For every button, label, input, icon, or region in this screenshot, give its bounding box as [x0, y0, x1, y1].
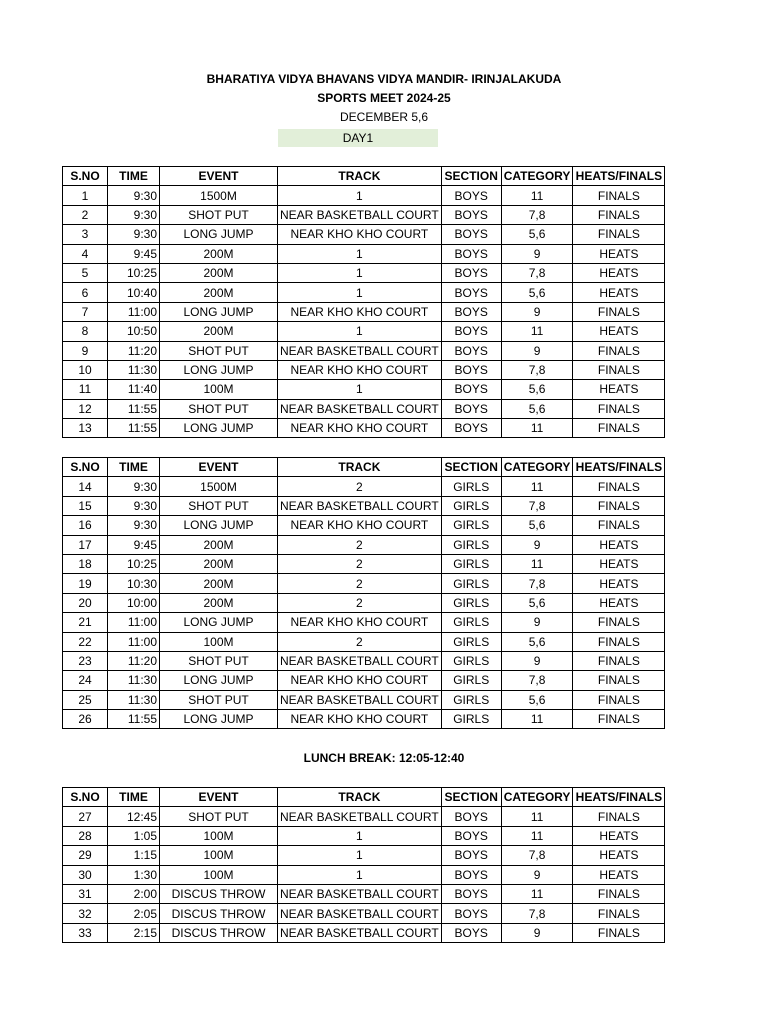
time-cell: 9:45 — [108, 244, 160, 263]
event-cell: LONG JUMP — [160, 225, 278, 244]
table-row — [63, 380, 665, 399]
track-cell: NEAR KHO KHO COURT — [278, 302, 442, 321]
column-header: EVENT — [160, 788, 278, 807]
schedule-table-girls-morning — [62, 457, 665, 729]
event-cell: 100M — [160, 380, 278, 399]
table-row — [63, 690, 665, 709]
section-cell: BOYS — [441, 322, 501, 341]
section-cell: BOYS — [441, 225, 501, 244]
track-cell: 2 — [278, 632, 442, 651]
time-cell: 9:45 — [108, 535, 160, 554]
table-row — [63, 651, 665, 670]
event-cell: 200M — [160, 593, 278, 612]
category-cell: 11 — [501, 710, 573, 729]
sno-cell: 27 — [63, 807, 108, 826]
sno-cell: 13 — [63, 419, 108, 438]
event-cell: SHOT PUT — [160, 807, 278, 826]
track-cell: 2 — [278, 477, 442, 496]
sno-cell: 17 — [63, 535, 108, 554]
sno-cell: 9 — [63, 341, 108, 360]
column-header: TRACK — [278, 167, 442, 186]
event-cell: DISCUS THROW — [160, 884, 278, 903]
heats-finals-cell: HEATS — [573, 535, 665, 554]
section-cell: GIRLS — [441, 671, 501, 690]
section-cell: GIRLS — [441, 593, 501, 612]
heats-finals-cell: FINALS — [573, 923, 665, 942]
track-cell: 2 — [278, 593, 442, 612]
section-cell: GIRLS — [441, 710, 501, 729]
section-cell: GIRLS — [441, 574, 501, 593]
sno-cell: 31 — [63, 884, 108, 903]
table-row — [63, 710, 665, 729]
column-header: EVENT — [160, 458, 278, 477]
category-cell: 9 — [501, 923, 573, 942]
section-cell: BOYS — [441, 360, 501, 379]
sno-cell: 29 — [63, 846, 108, 865]
category-cell: 5,6 — [501, 690, 573, 709]
table-row — [63, 807, 665, 826]
track-cell: NEAR KHO KHO COURT — [278, 225, 442, 244]
heats-finals-cell: HEATS — [573, 826, 665, 845]
table-row — [63, 923, 665, 942]
heats-finals-cell: FINALS — [573, 399, 665, 418]
track-cell: NEAR KHO KHO COURT — [278, 419, 442, 438]
time-cell: 10:30 — [108, 574, 160, 593]
time-cell: 10:25 — [108, 554, 160, 573]
section-cell: BOYS — [441, 399, 501, 418]
category-cell: 5,6 — [501, 283, 573, 302]
column-header: S.NO — [63, 788, 108, 807]
track-cell: 1 — [278, 380, 442, 399]
column-header: TRACK — [278, 458, 442, 477]
table-header-row — [63, 788, 665, 807]
table-row — [63, 477, 665, 496]
track-cell: 1 — [278, 846, 442, 865]
track-cell: 1 — [278, 322, 442, 341]
category-cell: 7,8 — [501, 496, 573, 515]
table-row — [63, 322, 665, 341]
sno-cell: 33 — [63, 923, 108, 942]
day-label: DAY1 — [278, 129, 438, 147]
track-cell: NEAR KHO KHO COURT — [278, 710, 442, 729]
sno-cell: 12 — [63, 399, 108, 418]
category-cell: 9 — [501, 341, 573, 360]
heats-finals-cell: FINALS — [573, 186, 665, 205]
heats-finals-cell: HEATS — [573, 593, 665, 612]
table-row — [63, 399, 665, 418]
sno-cell: 22 — [63, 632, 108, 651]
time-cell: 11:00 — [108, 302, 160, 321]
time-cell: 9:30 — [108, 186, 160, 205]
sno-cell: 8 — [63, 322, 108, 341]
event-cell: 1500M — [160, 477, 278, 496]
sno-cell: 19 — [63, 574, 108, 593]
time-cell: 10:40 — [108, 283, 160, 302]
column-header: HEATS/FINALS — [573, 458, 665, 477]
section-cell: BOYS — [441, 341, 501, 360]
track-cell: NEAR BASKETBALL COURT — [278, 496, 442, 515]
schedule-table-boys-morning — [62, 166, 665, 438]
column-header: SECTION — [441, 458, 501, 477]
sno-cell: 26 — [63, 710, 108, 729]
sno-cell: 23 — [63, 651, 108, 670]
table-row — [63, 244, 665, 263]
table-row — [63, 283, 665, 302]
heats-finals-cell: FINALS — [573, 671, 665, 690]
event-cell: SHOT PUT — [160, 690, 278, 709]
table-row — [63, 535, 665, 554]
table-row — [63, 341, 665, 360]
category-cell: 9 — [501, 244, 573, 263]
heats-finals-cell: FINALS — [573, 302, 665, 321]
event-cell: SHOT PUT — [160, 341, 278, 360]
time-cell: 11:30 — [108, 360, 160, 379]
heats-finals-cell: FINALS — [573, 690, 665, 709]
time-cell: 2:05 — [108, 904, 160, 923]
section-cell: BOYS — [441, 904, 501, 923]
event-cell: LONG JUMP — [160, 419, 278, 438]
heats-finals-cell: FINALS — [573, 632, 665, 651]
heats-finals-cell: FINALS — [573, 613, 665, 632]
event-cell: SHOT PUT — [160, 496, 278, 515]
table-row — [63, 865, 665, 884]
category-cell: 5,6 — [501, 632, 573, 651]
event-cell: DISCUS THROW — [160, 923, 278, 942]
section-cell: BOYS — [441, 846, 501, 865]
category-cell: 7,8 — [501, 846, 573, 865]
section-cell: BOYS — [441, 865, 501, 884]
table-row — [63, 826, 665, 845]
table-row — [63, 671, 665, 690]
category-cell: 11 — [501, 884, 573, 903]
heats-finals-cell: HEATS — [573, 263, 665, 282]
sno-cell: 2 — [63, 205, 108, 224]
time-cell: 9:30 — [108, 205, 160, 224]
event-cell: 200M — [160, 574, 278, 593]
document-title: BHARATIYA VIDYA BHAVANS VIDYA MANDIR- IRINJALAKUDA — [206, 72, 562, 86]
sno-cell: 10 — [63, 360, 108, 379]
event-cell: 200M — [160, 322, 278, 341]
section-cell: BOYS — [441, 205, 501, 224]
column-header: HEATS/FINALS — [573, 167, 665, 186]
column-header: S.NO — [63, 458, 108, 477]
heats-finals-cell: HEATS — [573, 865, 665, 884]
column-header: S.NO — [63, 167, 108, 186]
column-header: SECTION — [441, 788, 501, 807]
table-row — [63, 574, 665, 593]
section-cell: GIRLS — [441, 554, 501, 573]
time-cell: 10:00 — [108, 593, 160, 612]
time-cell: 10:50 — [108, 322, 160, 341]
category-cell: 7,8 — [501, 360, 573, 379]
table-row — [63, 302, 665, 321]
category-cell: 11 — [501, 807, 573, 826]
table-row — [63, 496, 665, 515]
column-header: CATEGORY — [501, 788, 573, 807]
time-cell: 11:20 — [108, 341, 160, 360]
sno-cell: 4 — [63, 244, 108, 263]
category-cell: 9 — [501, 651, 573, 670]
time-cell: 11:55 — [108, 710, 160, 729]
track-cell: 1 — [278, 283, 442, 302]
sno-cell: 32 — [63, 904, 108, 923]
category-cell: 7,8 — [501, 574, 573, 593]
heats-finals-cell: HEATS — [573, 574, 665, 593]
event-cell: SHOT PUT — [160, 651, 278, 670]
track-cell: NEAR BASKETBALL COURT — [278, 884, 442, 903]
sno-cell: 25 — [63, 690, 108, 709]
sno-cell: 30 — [63, 865, 108, 884]
table-row — [63, 419, 665, 438]
table-row — [63, 904, 665, 923]
track-cell: NEAR BASKETBALL COURT — [278, 651, 442, 670]
category-cell: 5,6 — [501, 593, 573, 612]
table-header-row — [63, 167, 665, 186]
schedule-table-afternoon — [62, 787, 665, 943]
time-cell: 1:15 — [108, 846, 160, 865]
event-cell: LONG JUMP — [160, 710, 278, 729]
category-cell: 5,6 — [501, 516, 573, 535]
column-header: TIME — [108, 458, 160, 477]
event-cell: 100M — [160, 846, 278, 865]
heats-finals-cell: FINALS — [573, 205, 665, 224]
sno-cell: 20 — [63, 593, 108, 612]
category-cell: 9 — [501, 535, 573, 554]
heats-finals-cell: FINALS — [573, 884, 665, 903]
sno-cell: 16 — [63, 516, 108, 535]
track-cell: 1 — [278, 865, 442, 884]
section-cell: BOYS — [441, 923, 501, 942]
section-cell: GIRLS — [441, 516, 501, 535]
heats-finals-cell: FINALS — [573, 477, 665, 496]
lunch-break-label: LUNCH BREAK: 12:05-12:40 — [303, 751, 465, 765]
sno-cell: 1 — [63, 186, 108, 205]
category-cell: 11 — [501, 186, 573, 205]
category-cell: 11 — [501, 554, 573, 573]
time-cell: 10:25 — [108, 263, 160, 282]
track-cell: NEAR KHO KHO COURT — [278, 516, 442, 535]
event-cell: SHOT PUT — [160, 205, 278, 224]
column-header: TIME — [108, 167, 160, 186]
sno-cell: 24 — [63, 671, 108, 690]
track-cell: 1 — [278, 186, 442, 205]
section-cell: BOYS — [441, 380, 501, 399]
column-header: EVENT — [160, 167, 278, 186]
time-cell: 11:20 — [108, 651, 160, 670]
event-cell: 100M — [160, 826, 278, 845]
heats-finals-cell: FINALS — [573, 651, 665, 670]
time-cell: 9:30 — [108, 225, 160, 244]
heats-finals-cell: FINALS — [573, 360, 665, 379]
event-cell: LONG JUMP — [160, 360, 278, 379]
track-cell: 1 — [278, 244, 442, 263]
category-cell: 7,8 — [501, 263, 573, 282]
section-cell: GIRLS — [441, 535, 501, 554]
time-cell: 11:30 — [108, 690, 160, 709]
category-cell: 11 — [501, 322, 573, 341]
section-cell: BOYS — [441, 283, 501, 302]
column-header: TRACK — [278, 788, 442, 807]
track-cell: 2 — [278, 574, 442, 593]
heats-finals-cell: FINALS — [573, 710, 665, 729]
time-cell: 2:15 — [108, 923, 160, 942]
event-cell: 200M — [160, 283, 278, 302]
category-cell: 7,8 — [501, 904, 573, 923]
column-header: CATEGORY — [501, 458, 573, 477]
heats-finals-cell: HEATS — [573, 283, 665, 302]
heats-finals-cell: FINALS — [573, 225, 665, 244]
section-cell: BOYS — [441, 884, 501, 903]
time-cell: 11:40 — [108, 380, 160, 399]
time-cell: 9:30 — [108, 496, 160, 515]
event-cell: 200M — [160, 263, 278, 282]
heats-finals-cell: FINALS — [573, 496, 665, 515]
section-cell: BOYS — [441, 419, 501, 438]
sno-cell: 14 — [63, 477, 108, 496]
sno-cell: 11 — [63, 380, 108, 399]
sno-cell: 6 — [63, 283, 108, 302]
heats-finals-cell: HEATS — [573, 846, 665, 865]
track-cell: 2 — [278, 554, 442, 573]
category-cell: 5,6 — [501, 225, 573, 244]
event-cell: 100M — [160, 865, 278, 884]
column-header: SECTION — [441, 167, 501, 186]
table-row — [63, 225, 665, 244]
section-cell: BOYS — [441, 244, 501, 263]
track-cell: NEAR BASKETBALL COURT — [278, 904, 442, 923]
table-row — [63, 632, 665, 651]
category-cell: 7,8 — [501, 671, 573, 690]
sno-cell: 28 — [63, 826, 108, 845]
heats-finals-cell: FINALS — [573, 419, 665, 438]
section-cell: BOYS — [441, 807, 501, 826]
heats-finals-cell: FINALS — [573, 516, 665, 535]
time-cell: 11:55 — [108, 419, 160, 438]
event-cell: 200M — [160, 554, 278, 573]
heats-finals-cell: FINALS — [573, 807, 665, 826]
sno-cell: 5 — [63, 263, 108, 282]
column-header: CATEGORY — [501, 167, 573, 186]
category-cell: 7,8 — [501, 205, 573, 224]
table-row — [63, 846, 665, 865]
event-cell: 100M — [160, 632, 278, 651]
track-cell: NEAR BASKETBALL COURT — [278, 399, 442, 418]
table-row — [63, 613, 665, 632]
category-cell: 9 — [501, 613, 573, 632]
time-cell: 9:30 — [108, 477, 160, 496]
event-cell: 200M — [160, 244, 278, 263]
track-cell: NEAR BASKETBALL COURT — [278, 807, 442, 826]
sno-cell: 3 — [63, 225, 108, 244]
event-cell: LONG JUMP — [160, 671, 278, 690]
heats-finals-cell: HEATS — [573, 244, 665, 263]
event-cell: LONG JUMP — [160, 613, 278, 632]
time-cell: 12:45 — [108, 807, 160, 826]
section-cell: GIRLS — [441, 613, 501, 632]
track-cell: NEAR KHO KHO COURT — [278, 360, 442, 379]
category-cell: 5,6 — [501, 399, 573, 418]
category-cell: 11 — [501, 826, 573, 845]
section-cell: GIRLS — [441, 651, 501, 670]
time-cell: 11:30 — [108, 671, 160, 690]
table-row — [63, 884, 665, 903]
time-cell: 1:30 — [108, 865, 160, 884]
category-cell: 9 — [501, 302, 573, 321]
category-cell: 5,6 — [501, 380, 573, 399]
heats-finals-cell: HEATS — [573, 380, 665, 399]
event-cell: DISCUS THROW — [160, 904, 278, 923]
event-cell: SHOT PUT — [160, 399, 278, 418]
table-row — [63, 593, 665, 612]
track-cell: 2 — [278, 535, 442, 554]
time-cell: 9:30 — [108, 516, 160, 535]
category-cell: 11 — [501, 419, 573, 438]
table-row — [63, 263, 665, 282]
section-cell: BOYS — [441, 826, 501, 845]
sno-cell: 7 — [63, 302, 108, 321]
track-cell: NEAR BASKETBALL COURT — [278, 923, 442, 942]
track-cell: NEAR KHO KHO COURT — [278, 613, 442, 632]
event-cell: 200M — [160, 535, 278, 554]
track-cell: NEAR BASKETBALL COURT — [278, 690, 442, 709]
table-row — [63, 360, 665, 379]
track-cell: 1 — [278, 826, 442, 845]
heats-finals-cell: HEATS — [573, 554, 665, 573]
category-cell: 9 — [501, 865, 573, 884]
event-cell: LONG JUMP — [160, 516, 278, 535]
category-cell: 11 — [501, 477, 573, 496]
event-cell: 1500M — [160, 186, 278, 205]
table-row — [63, 554, 665, 573]
table-row — [63, 516, 665, 535]
track-cell: NEAR BASKETBALL COURT — [278, 205, 442, 224]
column-header: HEATS/FINALS — [573, 788, 665, 807]
section-cell: GIRLS — [441, 632, 501, 651]
section-cell: GIRLS — [441, 477, 501, 496]
table-header-row — [63, 458, 665, 477]
heats-finals-cell: FINALS — [573, 904, 665, 923]
sno-cell: 21 — [63, 613, 108, 632]
column-header: TIME — [108, 788, 160, 807]
heats-finals-cell: FINALS — [573, 341, 665, 360]
time-cell: 1:05 — [108, 826, 160, 845]
table-row — [63, 186, 665, 205]
section-cell: BOYS — [441, 263, 501, 282]
section-cell: BOYS — [441, 302, 501, 321]
heats-finals-cell: HEATS — [573, 322, 665, 341]
track-cell: NEAR KHO KHO COURT — [278, 671, 442, 690]
event-dates: DECEMBER 5,6 — [339, 110, 429, 124]
table-row — [63, 205, 665, 224]
time-cell: 11:00 — [108, 613, 160, 632]
track-cell: NEAR BASKETBALL COURT — [278, 341, 442, 360]
event-cell: LONG JUMP — [160, 302, 278, 321]
sno-cell: 18 — [63, 554, 108, 573]
time-cell: 11:00 — [108, 632, 160, 651]
sno-cell: 15 — [63, 496, 108, 515]
section-cell: GIRLS — [441, 690, 501, 709]
time-cell: 2:00 — [108, 884, 160, 903]
document-subtitle: SPORTS MEET 2024-25 — [317, 91, 451, 105]
time-cell: 11:55 — [108, 399, 160, 418]
track-cell: 1 — [278, 263, 442, 282]
section-cell: BOYS — [441, 186, 501, 205]
section-cell: GIRLS — [441, 496, 501, 515]
